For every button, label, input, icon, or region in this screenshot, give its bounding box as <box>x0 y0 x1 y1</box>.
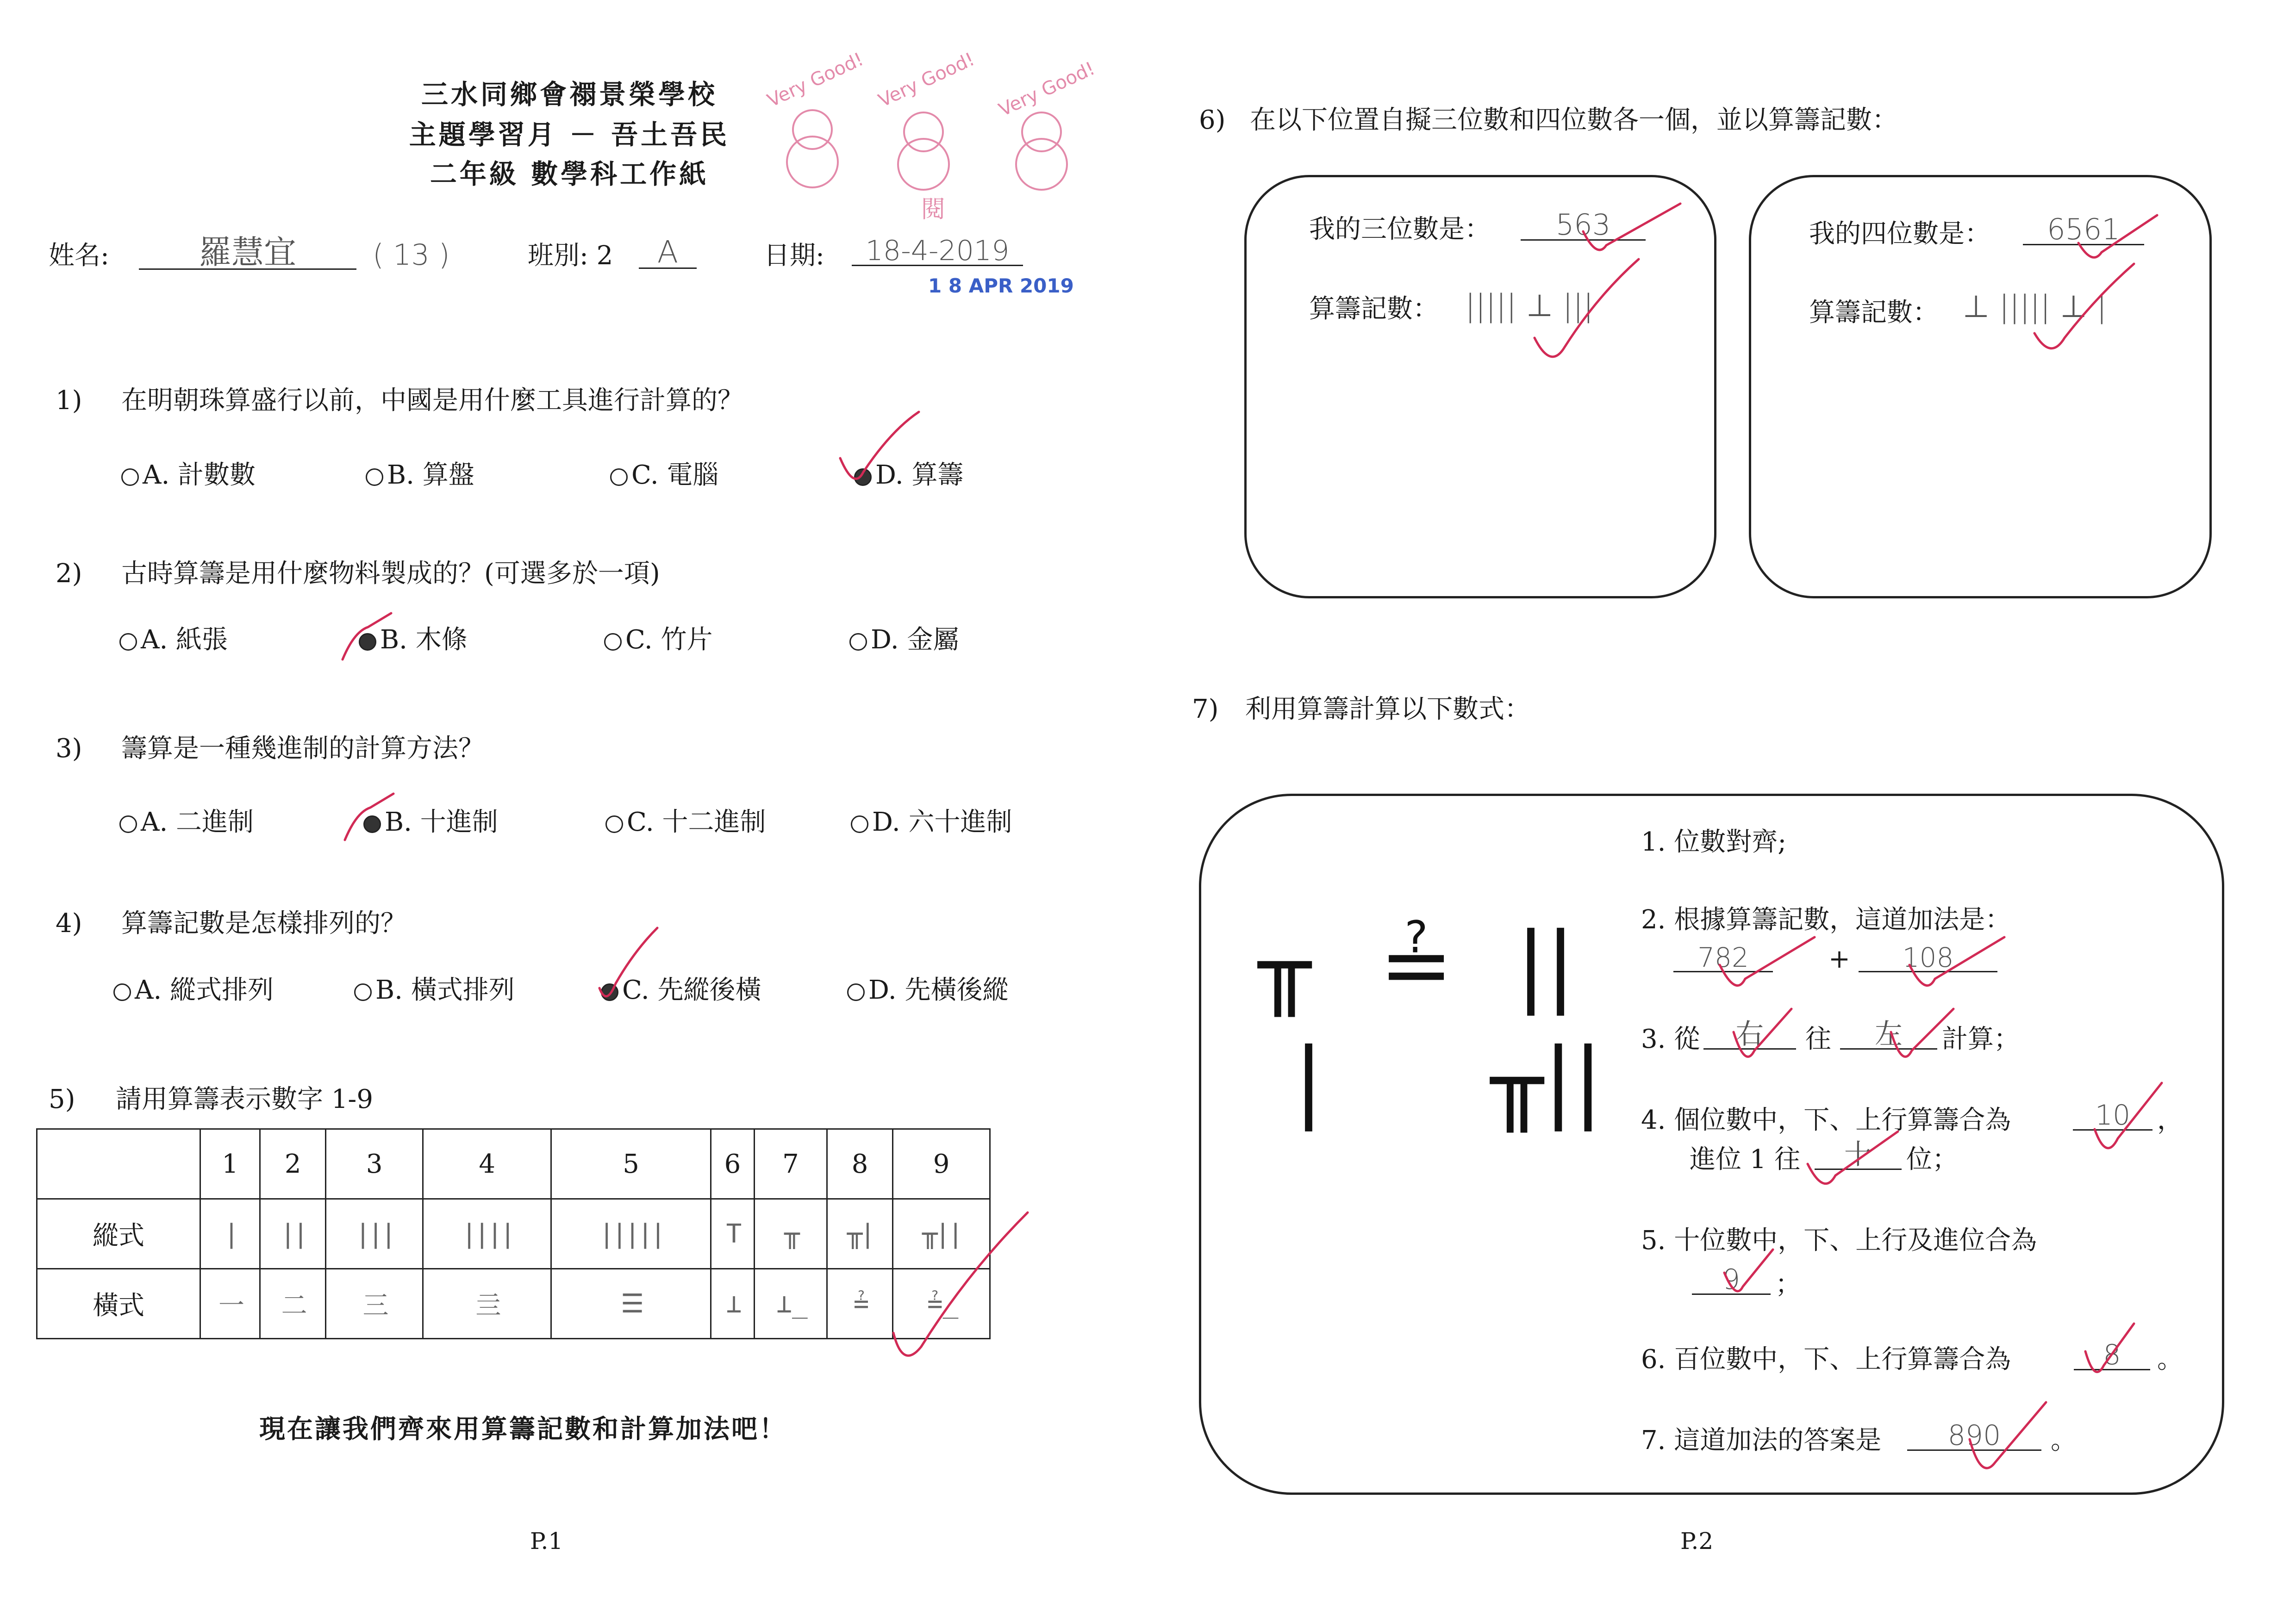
check-mark-icon <box>340 613 396 669</box>
check-mark-icon <box>1907 937 2009 997</box>
rod-cell: ⊥ <box>711 1269 754 1339</box>
row-label-vertical: 縱式 <box>37 1199 200 1269</box>
rod-cell: 三 <box>326 1269 423 1339</box>
digit-cell: 7 <box>755 1129 827 1199</box>
check-mark-icon <box>2083 1324 2139 1384</box>
q4-option-c[interactable]: C. 先縱後橫 <box>601 970 761 1007</box>
rod-cell: ⊥̲ <box>755 1269 827 1339</box>
radio-icon <box>113 983 131 1001</box>
check-mark-icon <box>597 928 662 1007</box>
q5-text: 請用算籌表示數字 1-9 <box>116 1084 373 1114</box>
rod-cell: | <box>200 1199 260 1269</box>
check-mark-icon <box>2032 264 2139 361</box>
step-1: 1. 位數對齊; <box>1641 827 1787 857</box>
step-2-plus: + <box>1828 944 1850 974</box>
theme-title: 主題學習月 － 吾土吾民 <box>409 119 730 150</box>
radio-icon <box>604 633 622 651</box>
q3-option-d[interactable]: D. 六十進制 <box>851 802 1012 839</box>
step-6-answer: 8 <box>2074 1341 2150 1370</box>
q3-option-c[interactable]: C. 十二進制 <box>605 802 766 839</box>
stamp-very-good-1: Very Good! <box>764 49 867 112</box>
rod-cell: T <box>711 1199 754 1269</box>
digit-cell: 3 <box>326 1129 423 1199</box>
step-3-middle: 往 <box>1805 1024 1831 1054</box>
step-6-suffix: 。 <box>2157 1344 2183 1374</box>
q2-option-d[interactable]: D. 金屬 <box>849 619 959 656</box>
three-digit-label: 我的三位數是： <box>1309 214 1491 244</box>
check-mark-icon <box>1967 1402 2051 1481</box>
step-4-answer-a: 10 <box>2073 1101 2152 1131</box>
q1-option-b[interactable]: B. 算盤 <box>366 454 474 491</box>
radio-icon <box>366 468 383 486</box>
step-7-prefix: 7. 這道加法的答案是 <box>1641 1425 1882 1455</box>
closing-line: 現在讓我們齊來用算籌記數和計算加法吧！ <box>259 1414 787 1444</box>
step-4-prefix: 4. 個位數中，下、上行算籌合為 <box>1641 1105 2011 1135</box>
check-mark-icon <box>1578 204 1685 259</box>
rod-cell: ╥| <box>827 1199 892 1269</box>
vertical-rods-row <box>37 1199 990 1269</box>
q1-number: 1) <box>56 386 82 416</box>
step-6-prefix: 6. 百位數中，下、上行算籌合為 <box>1641 1344 2011 1374</box>
rod-cell: 二 <box>260 1269 326 1339</box>
radio-icon <box>851 815 868 833</box>
q2-option-a[interactable]: A. 紙張 <box>119 619 228 656</box>
date-label: 日期: <box>764 241 824 271</box>
page-number-1: P.1 <box>530 1528 563 1555</box>
student-number: ( 13 ) <box>373 238 450 272</box>
q3-option-b[interactable]: B. 十進制 <box>363 802 498 839</box>
step-3-answer-b: 左 <box>1840 1020 1937 1050</box>
three-digit-value: 563 <box>1521 211 1646 241</box>
q2-option-b[interactable]: B. 木條 <box>359 619 468 656</box>
q7-number: 7) <box>1192 694 1219 724</box>
four-digit-label: 我的四位數是： <box>1809 219 1990 249</box>
q6-text: 在以下位置自擬三位數和四位數各一個，並以算籌記數： <box>1250 105 1898 135</box>
three-rod-label: 算籌記數： <box>1309 294 1439 324</box>
q4-option-b[interactable]: B. 橫式排列 <box>354 970 515 1007</box>
q4-option-a[interactable]: A. 縱式排列 <box>113 970 274 1007</box>
class-value: A <box>639 237 697 269</box>
rod-cell: ||| <box>326 1199 423 1269</box>
step-7-suffix: 。 <box>2051 1425 2077 1455</box>
three-rod-value: ||||| ⊥ ||| <box>1465 288 1594 323</box>
radio-icon <box>849 633 867 651</box>
check-mark-icon <box>889 1213 1037 1370</box>
q2-number: 2) <box>56 559 82 589</box>
rod-bottom-ones: ╥|| <box>1491 1029 1603 1132</box>
step-4-answer-b: 十 <box>1815 1141 1902 1170</box>
rod-cell: ╥|| <box>893 1199 990 1269</box>
step-3-suffix: 計算； <box>1942 1024 2020 1054</box>
row-label-horizontal: 橫式 <box>37 1269 200 1339</box>
step-5-answer: 9 <box>1692 1266 1771 1295</box>
school-name: 三水同鄉會禤景榮學校 <box>421 79 718 110</box>
four-rod-value: ⊥ ||||| ⊥ | <box>1963 289 2107 324</box>
radio-icon <box>121 468 139 486</box>
rod-bottom-hundreds: | <box>1294 1029 1324 1132</box>
rod-top-tens: ≟ <box>1379 914 1454 1016</box>
radio-icon <box>605 815 623 833</box>
rod-cell: ≟ <box>827 1269 892 1339</box>
stamp-very-good-3: Very Good! <box>995 58 1098 121</box>
rod-cell: ╥ <box>755 1199 827 1269</box>
q4-text: 算籌記數是怎樣排列的？ <box>121 908 406 939</box>
date-value: 18-4-2019 <box>852 237 1023 266</box>
radio-icon <box>610 468 628 486</box>
check-mark-icon <box>1722 1250 1778 1300</box>
radio-icon <box>847 983 865 1001</box>
rod-cell: ||||| <box>551 1199 711 1269</box>
name-label: 姓名: <box>49 241 109 271</box>
check-mark-icon <box>1805 1132 1903 1196</box>
q1-option-c[interactable]: C. 電腦 <box>610 454 718 491</box>
check-mark-icon <box>1532 259 1643 370</box>
digit-cell: 9 <box>893 1129 990 1199</box>
class-label: 班別: 2 <box>528 241 613 271</box>
step-4-line2-suffix: 位； <box>1906 1144 1958 1175</box>
digit-cell: 5 <box>551 1129 711 1199</box>
check-mark-icon <box>1889 1009 1958 1069</box>
check-mark-icon <box>1731 1009 1796 1069</box>
digit-cell: 4 <box>423 1129 551 1199</box>
step-5-suffix: ； <box>1775 1269 1801 1300</box>
step-5: 5. 十位數中，下、上行及進位合為 <box>1641 1225 2037 1256</box>
rod-numeral-table <box>36 1128 991 1339</box>
rod-top-ones: || <box>1516 914 1576 1016</box>
q5-number: 5) <box>49 1084 75 1114</box>
radio-icon <box>354 983 372 1001</box>
radio-icon <box>119 815 137 833</box>
digit-cell: 6 <box>711 1129 754 1199</box>
step-3-answer-a: 右 <box>1703 1020 1796 1050</box>
subject-title: 二年級 數學科工作紙 <box>430 158 709 190</box>
table-header-row <box>37 1129 990 1199</box>
table-corner-cell <box>37 1129 200 1199</box>
step-2: 2. 根據算籌記數，這道加法是： <box>1641 905 2011 935</box>
check-mark-icon <box>343 794 398 849</box>
check-mark-icon <box>836 412 928 491</box>
step-2-answer-b: 108 <box>1859 944 1997 972</box>
q2-text: 古時算籌是用什麼物料製成的？(可選多於一項) <box>121 559 660 589</box>
q7-text: 利用算籌計算以下數式： <box>1245 694 1530 724</box>
q4-option-d[interactable]: D. 先橫後縱 <box>847 970 1009 1007</box>
q1-option-a[interactable]: A. 計數數 <box>121 454 256 491</box>
q1-option-d[interactable]: D. 算籌 <box>854 454 964 491</box>
q3-number: 3) <box>56 734 82 764</box>
digit-cell: 2 <box>260 1129 326 1199</box>
q3-option-a[interactable]: A. 二進制 <box>119 802 254 839</box>
digit-cell: 8 <box>827 1129 892 1199</box>
digit-cell: 1 <box>200 1129 260 1199</box>
stamp-read: 閱 <box>921 196 946 224</box>
q4-number: 4) <box>56 908 82 939</box>
horizontal-rods-row <box>37 1269 990 1339</box>
step-7-answer: 890 <box>1907 1422 2041 1451</box>
rod-cell: ≟̲ <box>893 1269 990 1339</box>
four-digit-value: 6561 <box>2023 215 2144 245</box>
step-2-answer-a: 782 <box>1673 944 1773 972</box>
q6-number: 6) <box>1199 105 1226 135</box>
radio-icon <box>119 633 137 651</box>
q2-option-c[interactable]: C. 竹片 <box>604 619 712 656</box>
q3-text: 籌算是一種幾進制的計算方法？ <box>121 734 484 764</box>
check-mark-icon <box>2092 1083 2166 1162</box>
page-number-2: P.2 <box>1680 1528 1714 1555</box>
check-mark-icon <box>2074 215 2162 266</box>
four-rod-label: 算籌記數： <box>1809 298 1939 328</box>
date-stamp: 1 8 APR 2019 <box>928 274 1074 297</box>
rod-cell: 亖 <box>423 1269 551 1339</box>
step-4-line2-prefix: 進位 1 往 <box>1690 1144 1801 1175</box>
q1-text: 在明朝珠算盛行以前，中國是用什麼工具進行計算的？ <box>121 386 743 416</box>
rod-cell: || <box>260 1199 326 1269</box>
check-mark-icon <box>1717 937 1819 997</box>
rod-cell: ☰ <box>551 1269 711 1339</box>
step-3-prefix: 3. 從 <box>1641 1024 1700 1054</box>
stamp-very-good-2: Very Good! <box>875 49 978 112</box>
rod-cell: 一 <box>200 1269 260 1339</box>
name-value: 羅慧宜 <box>139 236 356 270</box>
rod-cell: |||| <box>423 1199 551 1269</box>
step-4-suffix: ， <box>2157 1105 2183 1135</box>
rod-top-hundreds: ╥ <box>1258 914 1311 1016</box>
